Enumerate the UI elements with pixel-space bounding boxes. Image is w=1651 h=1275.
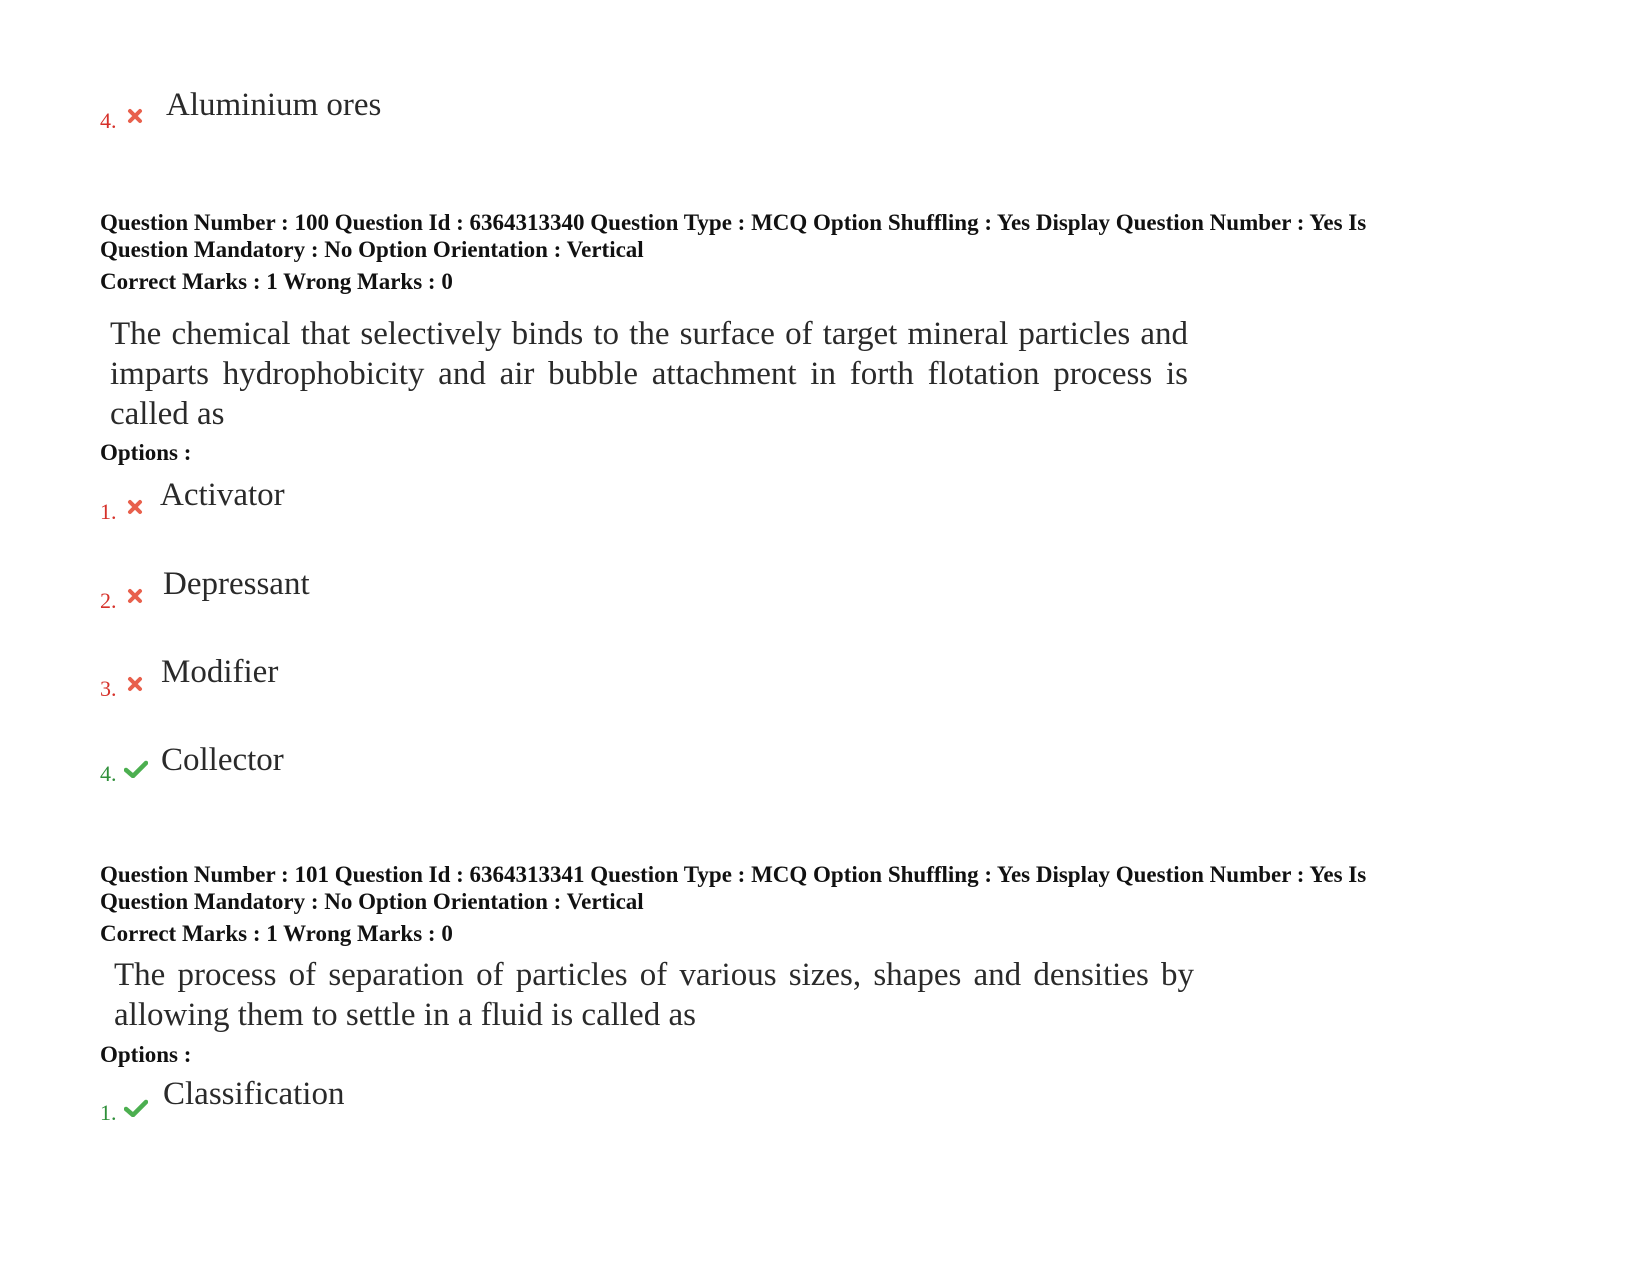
- option-number: 3.: [100, 676, 117, 701]
- question-meta-line2: Question Mandatory : No Option Orientation : Vertical: [100, 237, 644, 262]
- options-label: Options :: [100, 1042, 192, 1067]
- question-text: The chemical that selectively binds to the surface of target mineral particles and imparts hydrophobicity and air bubble attachment in forth flotation process is called as: [110, 316, 1188, 432]
- cross-icon: [127, 108, 143, 124]
- option-number: 2.: [100, 588, 117, 613]
- option-number: 4.: [100, 761, 117, 786]
- prev-option-4: [100, 86, 500, 136]
- question-marks: Correct Marks : 1 Wrong Marks : 0: [100, 269, 453, 294]
- check-icon: [124, 1099, 148, 1117]
- option-number: 4.: [100, 108, 117, 133]
- question-text: The process of separation of particles of various sizes, shapes and densities by allowing them to settle in a fluid is called as: [114, 957, 1194, 1033]
- option-text: Aluminium ores: [166, 87, 382, 123]
- question-meta: [100, 209, 1366, 264]
- cross-icon: [127, 499, 143, 515]
- option-text: Modifier: [161, 654, 279, 690]
- cross-icon: [127, 676, 143, 692]
- question-meta: [100, 861, 1366, 916]
- option-number: 1.: [100, 1100, 117, 1125]
- option-1: [100, 476, 500, 526]
- option-1: [100, 1075, 500, 1125]
- check-icon: [124, 760, 148, 778]
- option-4: [100, 741, 500, 791]
- option-text: Depressant: [163, 566, 310, 602]
- option-text: Classification: [163, 1076, 345, 1112]
- question-meta-line1: Question Number : 100 Question Id : 6364313340 Question Type : MCQ Option Shuffling : Yes Display Question Number : Yes Is: [100, 210, 1367, 235]
- option-3: [100, 653, 500, 703]
- option-text: Collector: [161, 742, 284, 778]
- cross-icon: [127, 588, 143, 604]
- option-text: Activator: [160, 477, 285, 513]
- question-meta-line2: Question Mandatory : No Option Orientation : Vertical: [100, 889, 644, 914]
- options-label: Options :: [100, 440, 192, 465]
- option-2: [100, 565, 500, 615]
- question-marks: Correct Marks : 1 Wrong Marks : 0: [100, 921, 453, 946]
- question-meta-line1: Question Number : 101 Question Id : 6364313341 Question Type : MCQ Option Shuffling : Yes Display Question Number : Yes Is: [100, 862, 1367, 887]
- option-number: 1.: [100, 499, 117, 524]
